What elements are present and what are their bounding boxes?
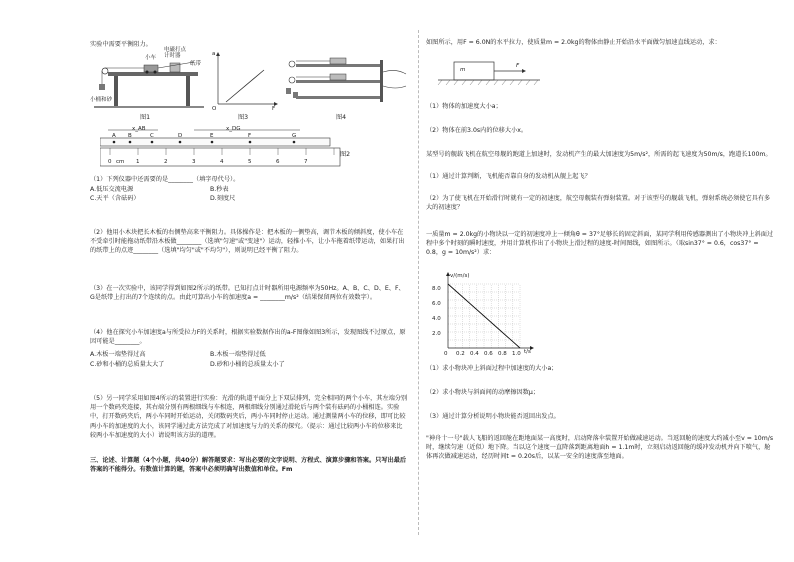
problem-3-q1: （1）求小物块冲上斜面过程中加速度的大小a；: [426, 365, 558, 372]
vt-ytick-2: 2.0: [432, 331, 441, 337]
problem-1-text: 如图所示，用F = 6.0N的水平拉力，使质量m = 2.0kg的物体由静止开始沿水平面做匀加速直线运动，求：: [426, 39, 721, 46]
q4-option-d: D.砂和小桶的总质量太小了: [210, 361, 285, 368]
question-1: （1）下列仪器中还需要的是________（填字母代号）。: [90, 176, 240, 183]
problem-4-text: "神舟十一号"载人飞船的返回舱在距地面某一高度时，启动降落伞装置开始做减速运动。当返回舱的速度大约减小至v = 10m/s时，继续匀速（近似）地下降。当以这个速度一直降落到距离地面h = 1.1m时，立刻启动返回舱的缓冲发动机并向下喷气，舱体再次做减速运动，经历时间t = 0.20s后，以某一安全的速度落至地面。: [426, 435, 774, 461]
problem-3-q3: （3）通过计算分析说明小物块能否返回出发点。: [426, 413, 560, 420]
vt-xtick-0: 0: [444, 351, 448, 357]
fig2-tick-2: 2: [164, 159, 168, 165]
question-5: （5）另一同学采用如图4所示的装置进行实验：光滑的轨道平面分上下双层排列，完全相同的两个小车，其左端分别用一个数码夹连接，其右端分别有两根细线与车相连，两根细线分别通过滑轮后与两个装有砝码的小桶相连。实验中，打开数码夹后，两小车同时开始运动，关闭数码夹后，两小车同时停止运动。通过测量两小车的位移，即可比较两小车的加速度的大小，该同学通过此方法完成了对加速度与力的关系的探究。（提示：通过比较两小车的位移来比较两小车加速度的大小）请说明该方法的道理。: [90, 395, 408, 439]
q1-option-c: C.天平（含砝码）: [90, 195, 140, 202]
fig2-letter-c: C: [150, 133, 154, 139]
fig2-letter-a: A: [112, 133, 116, 139]
block-mass-label: m: [460, 67, 466, 73]
fig3-origin: O: [212, 106, 217, 112]
fig2-tick-cm: cm: [116, 159, 125, 165]
problem-3-text: 一质量m = 2.0kg的小物块以一定的初速度冲上一倾角θ = 37°足够长的固定斜面，某同学利用传感器测出了小物块冲上斜面过程中多个时刻的瞬时速度，并用计算机作出了小物块上滑过程的速度-时间图线，如图所示。（取sin37° = 0.6，cos37° = 0.8，g = 10m/s²）求：: [426, 231, 774, 257]
column-divider: [418, 30, 419, 535]
problem-1-q2: （2）物体在前3.0s内的位移大小x。: [426, 127, 528, 134]
fig2-tick-1: 1: [136, 159, 140, 165]
problem-1-q1: （1）物体的加速度大小a；: [426, 103, 502, 110]
vt-xtick-0-2: 0.2: [456, 351, 465, 357]
fig2-letter-g: G: [292, 133, 297, 139]
question-3: （3）在一次实验中，该同学得到如图2所示的纸带。已知打点计时器所用电源频率为50Hz。A、B、C、D、E、F、G是纸带上打出的7个连续的点。由此可算出小车的加速度a = ________m/s²（结果保留两位有效数字）。: [90, 285, 405, 302]
q1-option-b: B.秒表: [210, 186, 229, 193]
intro-line: 实验中需要平衡阻力。: [90, 41, 152, 48]
q4-option-c: C.砂和小桶的总质量太大了: [90, 361, 165, 368]
vt-xtick-0-8: 0.8: [498, 351, 507, 357]
fig1-caption: 图1: [140, 114, 151, 121]
vt-xtick-1-0: 1.0: [512, 351, 521, 357]
section-3-heading: 三、论述、计算题（4个小题，共40分）解答题要求：写出必要的文字说明、方程式、演算步骤和答案。只写出最后答案的不能得分。有数值计算的题，答案中必须明确写出数值和单位。Fm: [90, 457, 407, 474]
problem-3-q2: （2）求小物块与斜面间的动摩擦因数μ；: [426, 389, 540, 396]
fig1-label-tape: 纸带: [190, 61, 202, 67]
fig2-tick-3: 3: [192, 159, 196, 165]
q1-option-a: A.低压交流电源: [90, 186, 134, 193]
vt-ytick-4: 4.0: [432, 316, 441, 322]
q4-option-a: A.木板一端垫得过高: [90, 351, 146, 358]
fig2-tick-7: 7: [304, 159, 308, 165]
fig1-label-bucket: 小桶和砂: [90, 97, 113, 103]
figure-4-double-track: [286, 52, 408, 110]
fig2-label-xdg: x_DG: [226, 126, 241, 132]
velocity-time-graph: [426, 272, 536, 362]
fig2-tick-4: 4: [220, 159, 224, 165]
fig2-tick-6: 6: [276, 159, 280, 165]
fig3-axis-f: F: [272, 106, 276, 112]
fig1-label-timer: 电磁打点 计时器: [164, 47, 187, 59]
fig2-letter-f: F: [248, 133, 252, 139]
q4-option-b: B.木板一端垫得过低: [210, 351, 266, 358]
vt-xtick-0-6: 0.6: [484, 351, 493, 357]
fig2-tick-5: 5: [248, 159, 252, 165]
fig2-tick-0: 0: [108, 159, 112, 165]
vt-ytick-6: 6.0: [432, 301, 441, 307]
block-force-label: F: [516, 63, 520, 69]
vt-xtick-0-4: 0.4: [470, 351, 479, 357]
fig2-letter-b: B: [128, 133, 132, 139]
fig2-letter-e: E: [210, 133, 214, 139]
fig3-caption: 图3: [238, 114, 249, 121]
fig2-caption: 图2: [340, 151, 351, 158]
fig1-label-car: 小车: [145, 55, 157, 61]
fig2-letter-d: D: [178, 133, 183, 139]
figure-block-on-surface: [436, 58, 546, 88]
fig2-label-xab: x_AB: [132, 126, 146, 132]
problem-2-text: 某型号的舰载飞机在航空母舰的跑道上加速时，发动机产生的最大加速度为5m/s²，所需的起飞速度为50m/s，跑道长100m。: [426, 151, 772, 158]
fig3-axis-a: a: [212, 51, 216, 57]
vt-ytick-8: 8.0: [432, 286, 441, 292]
figure-3-a-f-graph: [212, 52, 278, 110]
problem-2-q1: （1）通过计算判断，飞机能否靠自身的发动机从舰上起飞？: [426, 173, 591, 180]
problem-2-q2: （2）为了使飞机在开始滑行时就有一定的初速度，航空母舰装有弹射装置。对于该型号的舰载飞机，弹射系统必须使它具有多大的初速度？: [426, 195, 771, 212]
fig4-caption: 图4: [336, 114, 347, 121]
question-2: （2）他用小木块把长木板的右侧垫高来平衡阻力。具体操作是：把木板的一侧垫高，调节木板的倾斜度，使小车在不受牵引时能拖动纸带沿木板做________（选填"匀速"或"变速"）运动，轻推小车，让小车拖着纸带运动，如果打出的纸带上的点迹________（选填"均匀"或"不均匀"），则说明已经平衡了阻力。: [90, 229, 405, 255]
q1-option-d: D.刻度尺: [210, 195, 236, 202]
vt-graph-xlabel: t/s: [524, 349, 531, 355]
question-4: （4）他在探究小车加速度a与所受拉力F的关系时，根据实验数据作出的a-F图像如图3所示，发现图线不过原点，原因可能是________。: [90, 329, 406, 346]
vt-graph-ylabel: v/(m/s): [450, 273, 470, 279]
